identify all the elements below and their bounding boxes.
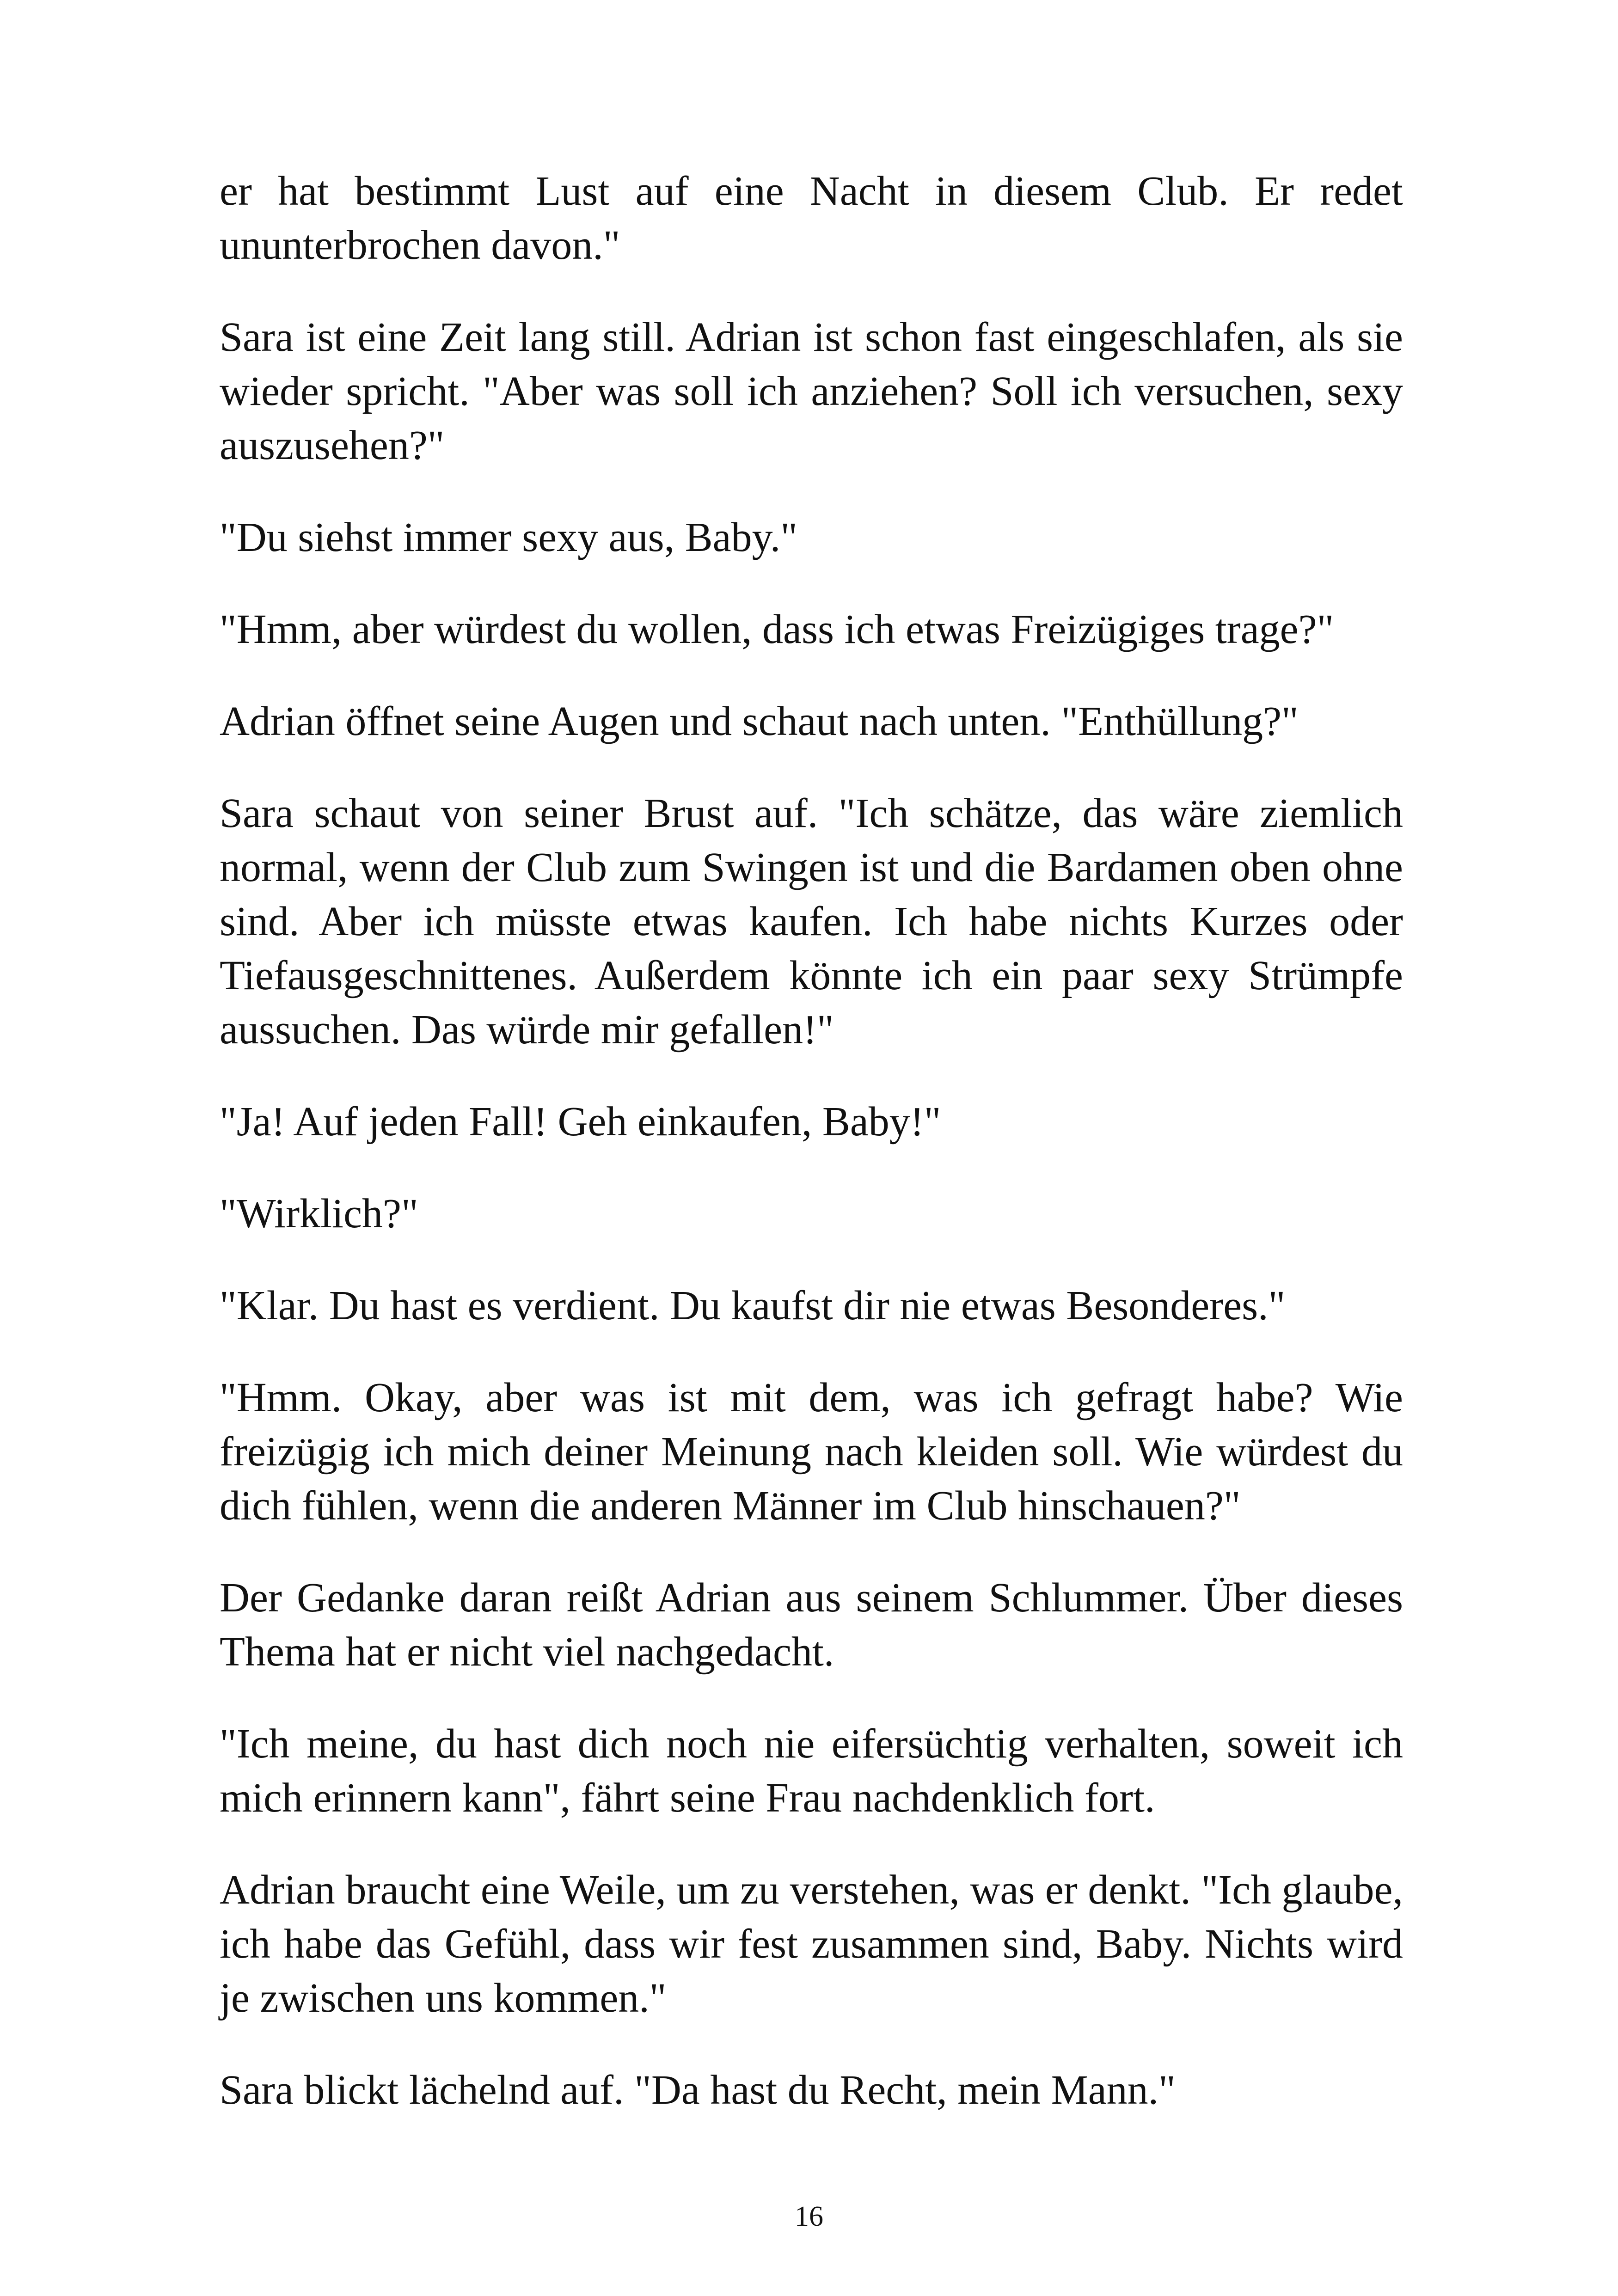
paragraph-3: "Du siehst immer sexy aus, Baby." — [220, 514, 797, 560]
paragraph-8: "Wirklich?" — [220, 1191, 418, 1237]
paragraph-7: "Ja! Auf jeden Fall! Geh einkaufen, Baby!" — [220, 1099, 941, 1145]
paragraph-5: Adrian öffnet seine Augen und schaut nach unten. "Enthüllung?" — [220, 698, 1299, 744]
paragraph-9: "Klar. Du hast es verdient. Du kaufst dir nie etwas Besonderes." — [220, 1283, 1286, 1329]
paragraph-12: "Ich meine, du hast dich noch nie eifersüchtig verhalten, soweit ich mich erinnern kann", fährt seine Frau nachdenklich fort. — [220, 1721, 1403, 1821]
paragraph-11: Der Gedanke daran reißt Adrian aus seinem Schlummer. Über dieses Thema hat er nicht viel nachgedacht. — [220, 1575, 1403, 1675]
paragraph-1: er hat bestimmt Lust auf eine Nacht in diesem Club. Er redet ununterbrochen davon." — [220, 168, 1403, 268]
body-text — [220, 164, 1403, 2155]
paragraph-2: Sara ist eine Zeit lang still. Adrian ist schon fast eingeschlafen, als sie wieder spricht. "Aber was soll ich anziehen? Soll ich versuchen, sexy auszusehen?" — [220, 314, 1403, 468]
paragraph-13: Adrian braucht eine Weile, um zu verstehen, was er denkt. "Ich glaube, ich habe das Gefühl, dass wir fest zusammen sind, Baby. Nichts wird je zwischen uns kommen." — [220, 1867, 1403, 2021]
paragraph-10: "Hmm. Okay, aber was ist mit dem, was ich gefragt habe? Wie freizügig ich mich deiner Meinung nach kleiden soll. Wie würdest du dich fühlen, wenn die anderen Männer im Club hinschauen?" — [220, 1375, 1403, 1529]
paragraph-6: Sara schaut von seiner Brust auf. "Ich schätze, das wäre ziemlich normal, wenn der Club zum Swingen ist und die Bardamen oben ohne sind. Aber ich müsste etwas kaufen. Ich habe nichts Kurzes oder Tiefausgeschnittenes. Außerdem könnte ich ein paar sexy Strümpfe aussuchen. Das würde mir gefallen!" — [220, 790, 1403, 1053]
paragraph-4: "Hmm, aber würdest du wollen, dass ich etwas Freizügiges trage?" — [220, 606, 1334, 652]
page-number: 16 — [795, 2201, 823, 2232]
paragraph-14: Sara blickt lächelnd auf. "Da hast du Recht, mein Mann." — [220, 2067, 1176, 2113]
